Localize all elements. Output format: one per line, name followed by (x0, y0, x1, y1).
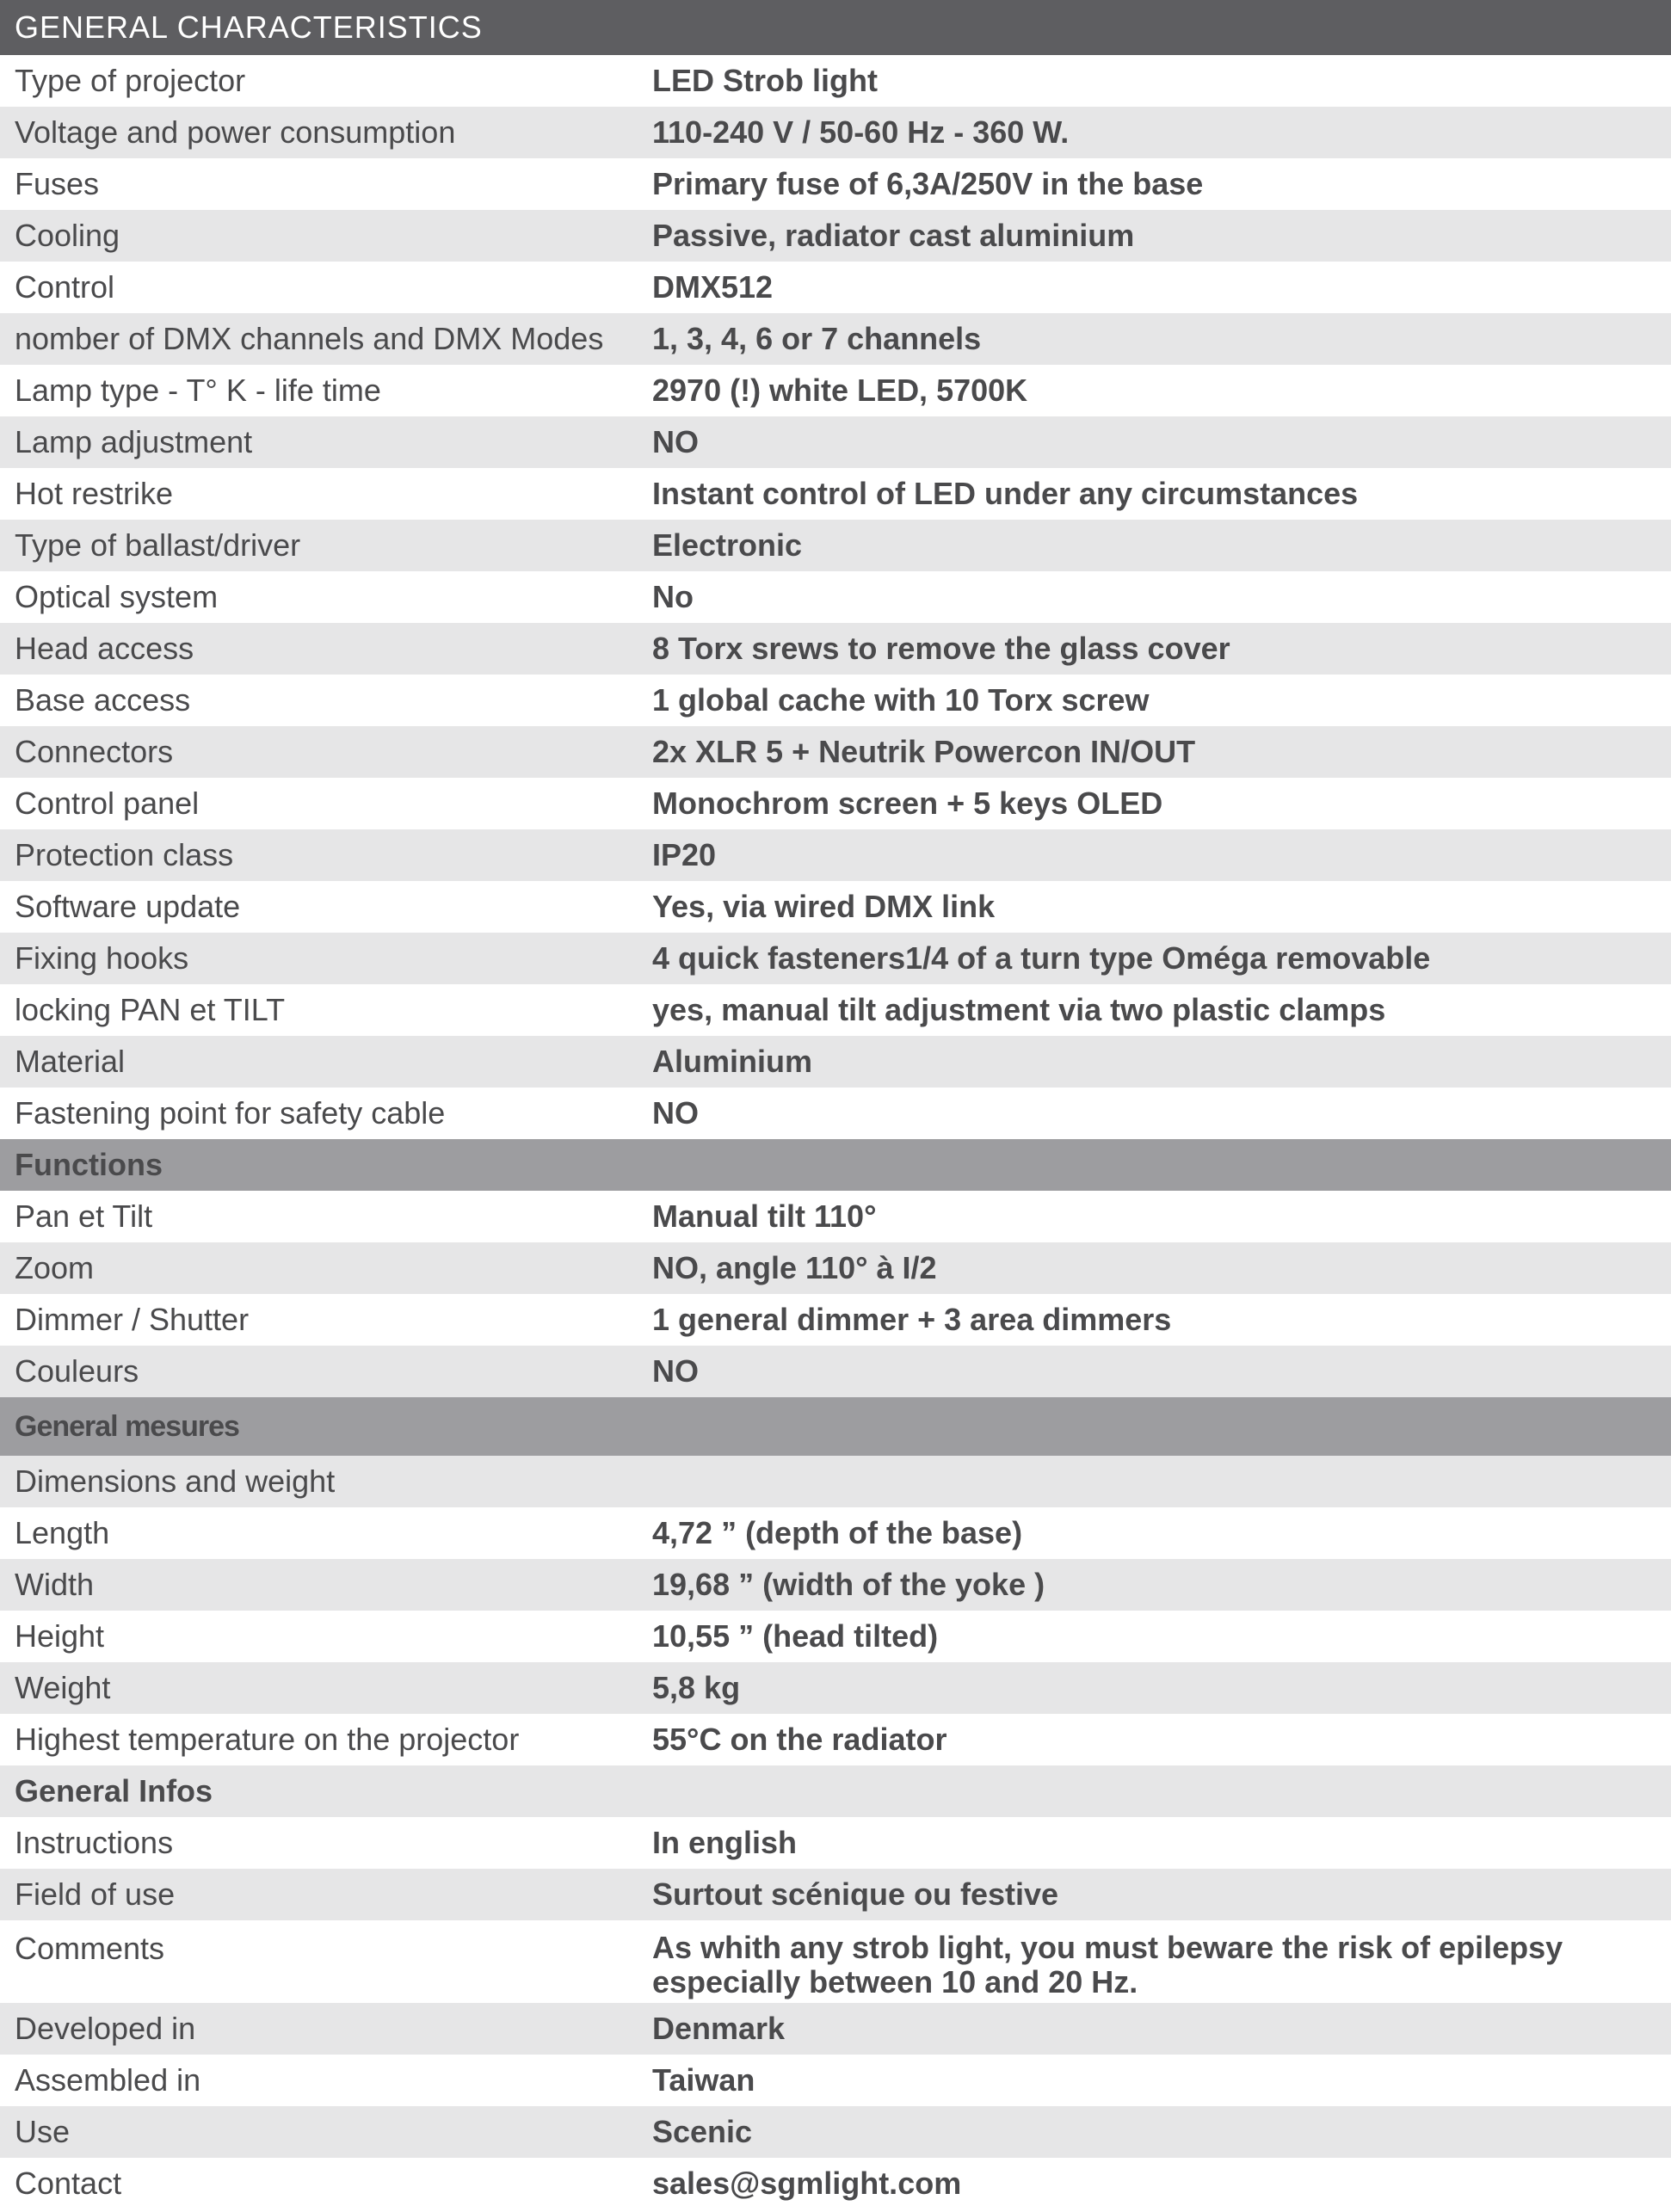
spec-row (0, 55, 1671, 107)
spec-value: Denmark (652, 2011, 786, 2046)
spec-value: In english (652, 1825, 798, 1860)
spec-label: Use (15, 2114, 71, 2149)
spec-row (0, 468, 1671, 520)
spec-row (0, 829, 1671, 881)
spec-value: NO (652, 424, 699, 459)
spec-label: Protection class (15, 837, 234, 872)
functions-section (0, 1191, 1671, 1397)
spec-label: Lamp adjustment (15, 424, 253, 459)
spec-label: Highest temperature on the projector (15, 1722, 520, 1757)
spec-row (0, 1088, 1671, 1139)
spec-value: 5,8 kg (652, 1670, 741, 1705)
spec-value: Aluminium (652, 1044, 812, 1079)
spec-row (0, 1714, 1671, 1765)
spec-label: Field of use (15, 1876, 176, 1912)
spec-row (0, 571, 1671, 623)
general-section (0, 55, 1671, 1139)
spec-value: IP20 (652, 837, 717, 872)
spec-value: NO (652, 1095, 699, 1131)
spec-row (0, 158, 1671, 210)
spec-label: Height (15, 1618, 105, 1654)
spec-label: Dimensions and weight (15, 1463, 336, 1499)
spec-value: 19,68 ” (width of the yoke ) (652, 1567, 1045, 1602)
spec-label: Type of ballast/driver (15, 527, 301, 563)
spec-row (0, 107, 1671, 158)
spec-label: Couleurs (15, 1353, 139, 1389)
spec-value: Electronic (652, 527, 803, 563)
spec-label: Connectors (15, 734, 174, 769)
spec-value: 110-240 V / 50-60 Hz - 360 W. (652, 114, 1070, 150)
spec-label: Hot restrike (15, 476, 174, 511)
spec-value: 1 general dimmer + 3 area dimmers (652, 1302, 1172, 1337)
spec-row (0, 1507, 1671, 1559)
spec-label: Width (15, 1567, 95, 1602)
spec-value: 4,72 ” (depth of the base) (652, 1515, 1023, 1550)
general-infos-header (0, 1765, 1671, 1817)
spec-value: Instant control of LED under any circumstances (652, 476, 1359, 511)
spec-row (0, 881, 1671, 933)
spec-value: Taiwan (652, 2062, 755, 2098)
spec-label: Lamp type - T° K - life time (15, 373, 381, 408)
spec-label: Comments (15, 1931, 165, 1966)
spec-row (0, 1869, 1671, 1920)
spec-value: yes, manual tilt adjustment via two plastic clamps (652, 992, 1386, 1027)
measures-section (0, 1456, 1671, 1765)
spec-row (0, 1036, 1671, 1088)
spec-row (0, 262, 1671, 313)
spec-row (0, 2003, 1671, 2055)
spec-label: Voltage and power consumption (15, 114, 456, 150)
spec-label: Base access (15, 682, 191, 718)
spec-value: NO (652, 1353, 699, 1389)
spec-row (0, 313, 1671, 365)
spec-row (0, 1611, 1671, 1662)
spec-value: No (652, 579, 694, 614)
spec-value: 55°C on the radiator (652, 1722, 947, 1757)
spec-row (0, 1662, 1671, 1714)
spec-row (0, 984, 1671, 1036)
spec-row (0, 675, 1671, 726)
spec-value: 8 Torx srews to remove the glass cover (652, 631, 1230, 666)
spec-label: Cooling (15, 218, 120, 253)
spec-label: Zoom (15, 1250, 95, 1285)
spec-row (0, 416, 1671, 468)
spec-value: Primary fuse of 6,3A/250V in the base (652, 166, 1204, 201)
spec-row (0, 1920, 1671, 2003)
spec-label: Control (15, 269, 115, 305)
spec-label: Head access (15, 631, 194, 666)
general-infos-title: General Infos (15, 1773, 213, 1808)
spec-label: Weight (15, 1670, 111, 1705)
spec-label: Contact (15, 2166, 122, 2201)
general-characteristics-header: GENERAL CHARACTERISTICS (0, 0, 1671, 55)
spec-row (0, 1294, 1671, 1346)
functions-header: Functions (0, 1139, 1671, 1191)
spec-label: Assembled in (15, 2062, 201, 2098)
spec-label: Pan et Tilt (15, 1198, 153, 1234)
spec-row (0, 1242, 1671, 1294)
spec-row (0, 1456, 1671, 1507)
spec-label: Fixing hooks (15, 940, 189, 976)
spec-row (0, 2106, 1671, 2158)
spec-row (0, 365, 1671, 416)
spec-value: Scenic (652, 2114, 753, 2149)
contact-email[interactable]: sales@sgmlight.com (652, 2166, 962, 2201)
spec-label: Material (15, 1044, 126, 1079)
spec-row (0, 2158, 1671, 2209)
spec-label: Fuses (15, 166, 100, 201)
spec-value: 1 global cache with 10 Torx screw (652, 682, 1150, 718)
spec-label: Dimmer / Shutter (15, 1302, 250, 1337)
spec-value: 2x XLR 5 + Neutrik Powercon IN/OUT (652, 734, 1196, 769)
spec-value: 1, 3, 4, 6 or 7 channels (652, 321, 982, 356)
spec-row (0, 210, 1671, 262)
spec-row (0, 726, 1671, 778)
spec-row (0, 933, 1671, 984)
spec-label: Instructions (15, 1825, 174, 1860)
spec-value: 2970 (!) white LED, 5700K (652, 373, 1028, 408)
general-mesures-header: General mesures (0, 1397, 1671, 1456)
spec-value: Surtout scénique ou festive (652, 1876, 1059, 1912)
spec-row (0, 778, 1671, 829)
spec-value: 4 quick fasteners1/4 of a turn type Oméga removable (652, 940, 1431, 976)
spec-label: Fastening point for safety cable (15, 1095, 446, 1131)
spec-label: nomber of DMX channels and DMX Modes (15, 321, 604, 356)
spec-label: Control panel (15, 786, 200, 821)
spec-row (0, 1559, 1671, 1611)
spec-value: Passive, radiator cast aluminium (652, 218, 1135, 253)
spec-value: Yes, via wired DMX link (652, 889, 996, 924)
spec-value: DMX512 (652, 269, 774, 305)
infos-section (0, 1817, 1671, 2209)
spec-label: Optical system (15, 579, 219, 614)
spec-label: Length (15, 1515, 110, 1550)
spec-value: NO, angle 110° à I/2 (652, 1250, 937, 1285)
spec-row (0, 1817, 1671, 1869)
spec-value: As whith any strob light, you must beware the risk of epilepsy especially between 10 and 20 Hz. (652, 1930, 1563, 1999)
spec-label: Developed in (15, 2011, 196, 2046)
spec-row (0, 623, 1671, 675)
spec-value: 10,55 ” (head tilted) (652, 1618, 939, 1654)
spec-label: Software update (15, 889, 241, 924)
spec-row (0, 520, 1671, 571)
spec-row (0, 1346, 1671, 1397)
spec-label: locking PAN et TILT (15, 992, 286, 1027)
spec-value: Manual tilt 110° (652, 1198, 877, 1234)
spec-row (0, 1191, 1671, 1242)
spec-value: LED Strob light (652, 63, 878, 98)
spec-label: Type of projector (15, 63, 246, 98)
spec-value: Monochrom screen + 5 keys OLED (652, 786, 1163, 821)
spec-row (0, 2055, 1671, 2106)
